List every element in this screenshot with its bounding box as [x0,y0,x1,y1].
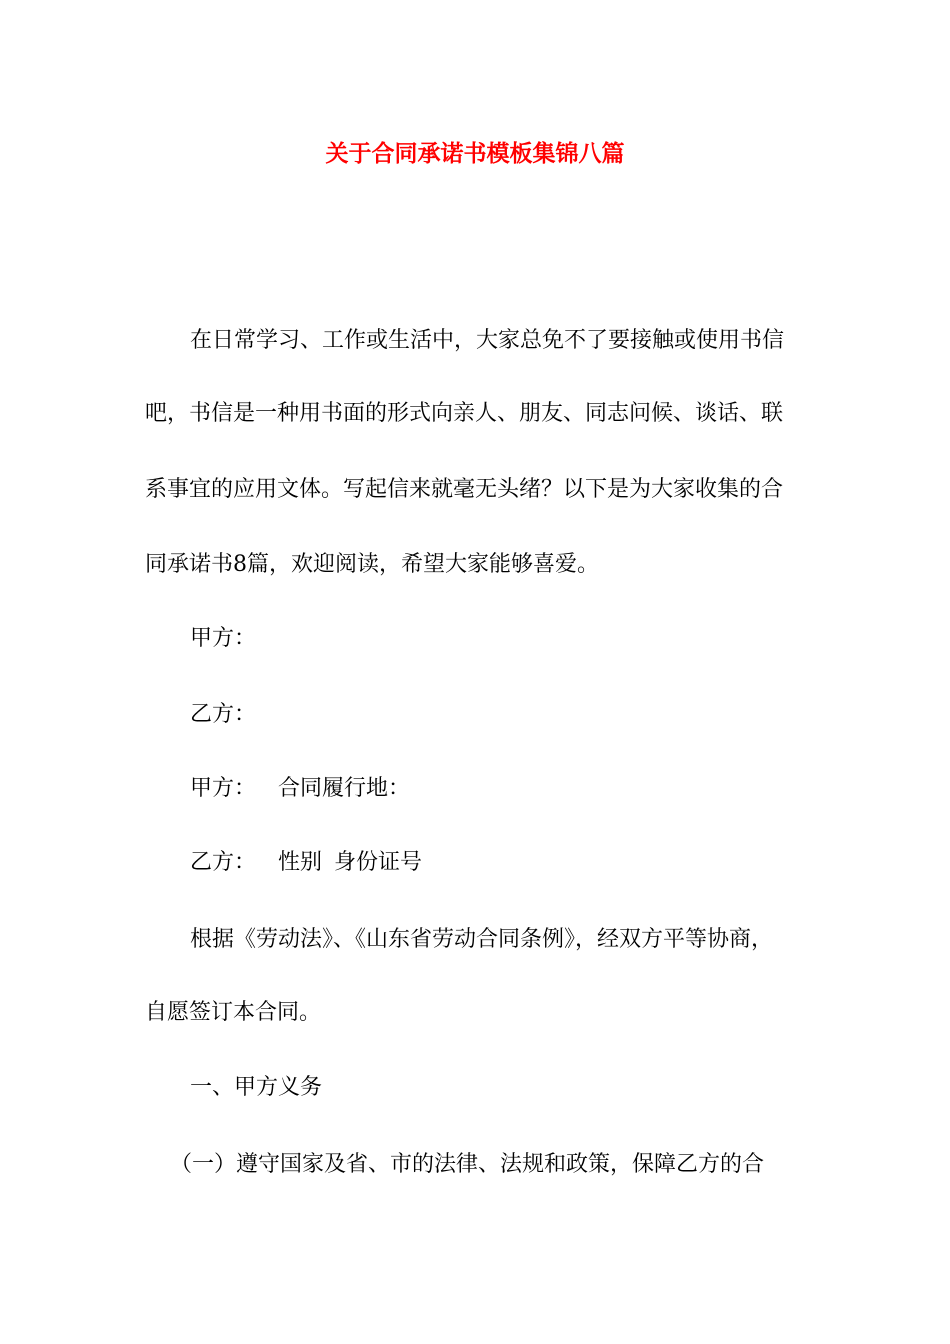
party-b-info-line [190,848,422,878]
basis-line-1: 根据《劳动法》、《山东省劳动合同条例》，经双方平等协商， [190,927,774,952]
intro-line-1: 在日常学习、工作或生活中，大家总免不了要接触或使用书信 [190,328,785,353]
id-number-label: 身份证号 [334,850,423,875]
intro-line-2: 吧，书信是一种用书面的形式向亲人、朋友、同志问候、谈话、联 [145,401,784,426]
section-heading-1: 一、甲方义务 [190,1075,323,1100]
clause-1-line: （一）遵守国家及省、市的法律、法规和政策，保障乙方的合 [170,1152,765,1177]
party-b-label-2: 乙方： [190,850,257,875]
party-b-label: 乙方： [190,702,257,727]
gender-label: 性别 [278,850,323,875]
intro-line-4: 同承诺书8篇，欢迎阅读，希望大家能够喜爱。 [145,552,599,577]
party-a-place-line [190,774,410,804]
party-a-label-2: 甲方： [190,776,257,801]
intro-line-3: 系事宜的应用文体。写起信来就毫无头绪？以下是为大家收集的合 [145,477,784,502]
document-title: 关于合同承诺书模板集锦八篇 [325,141,625,167]
place-of-performance-label: 合同履行地： [278,776,411,801]
basis-line-2: 自愿签订本合同。 [145,1000,322,1025]
party-a-label: 甲方： [190,626,257,651]
